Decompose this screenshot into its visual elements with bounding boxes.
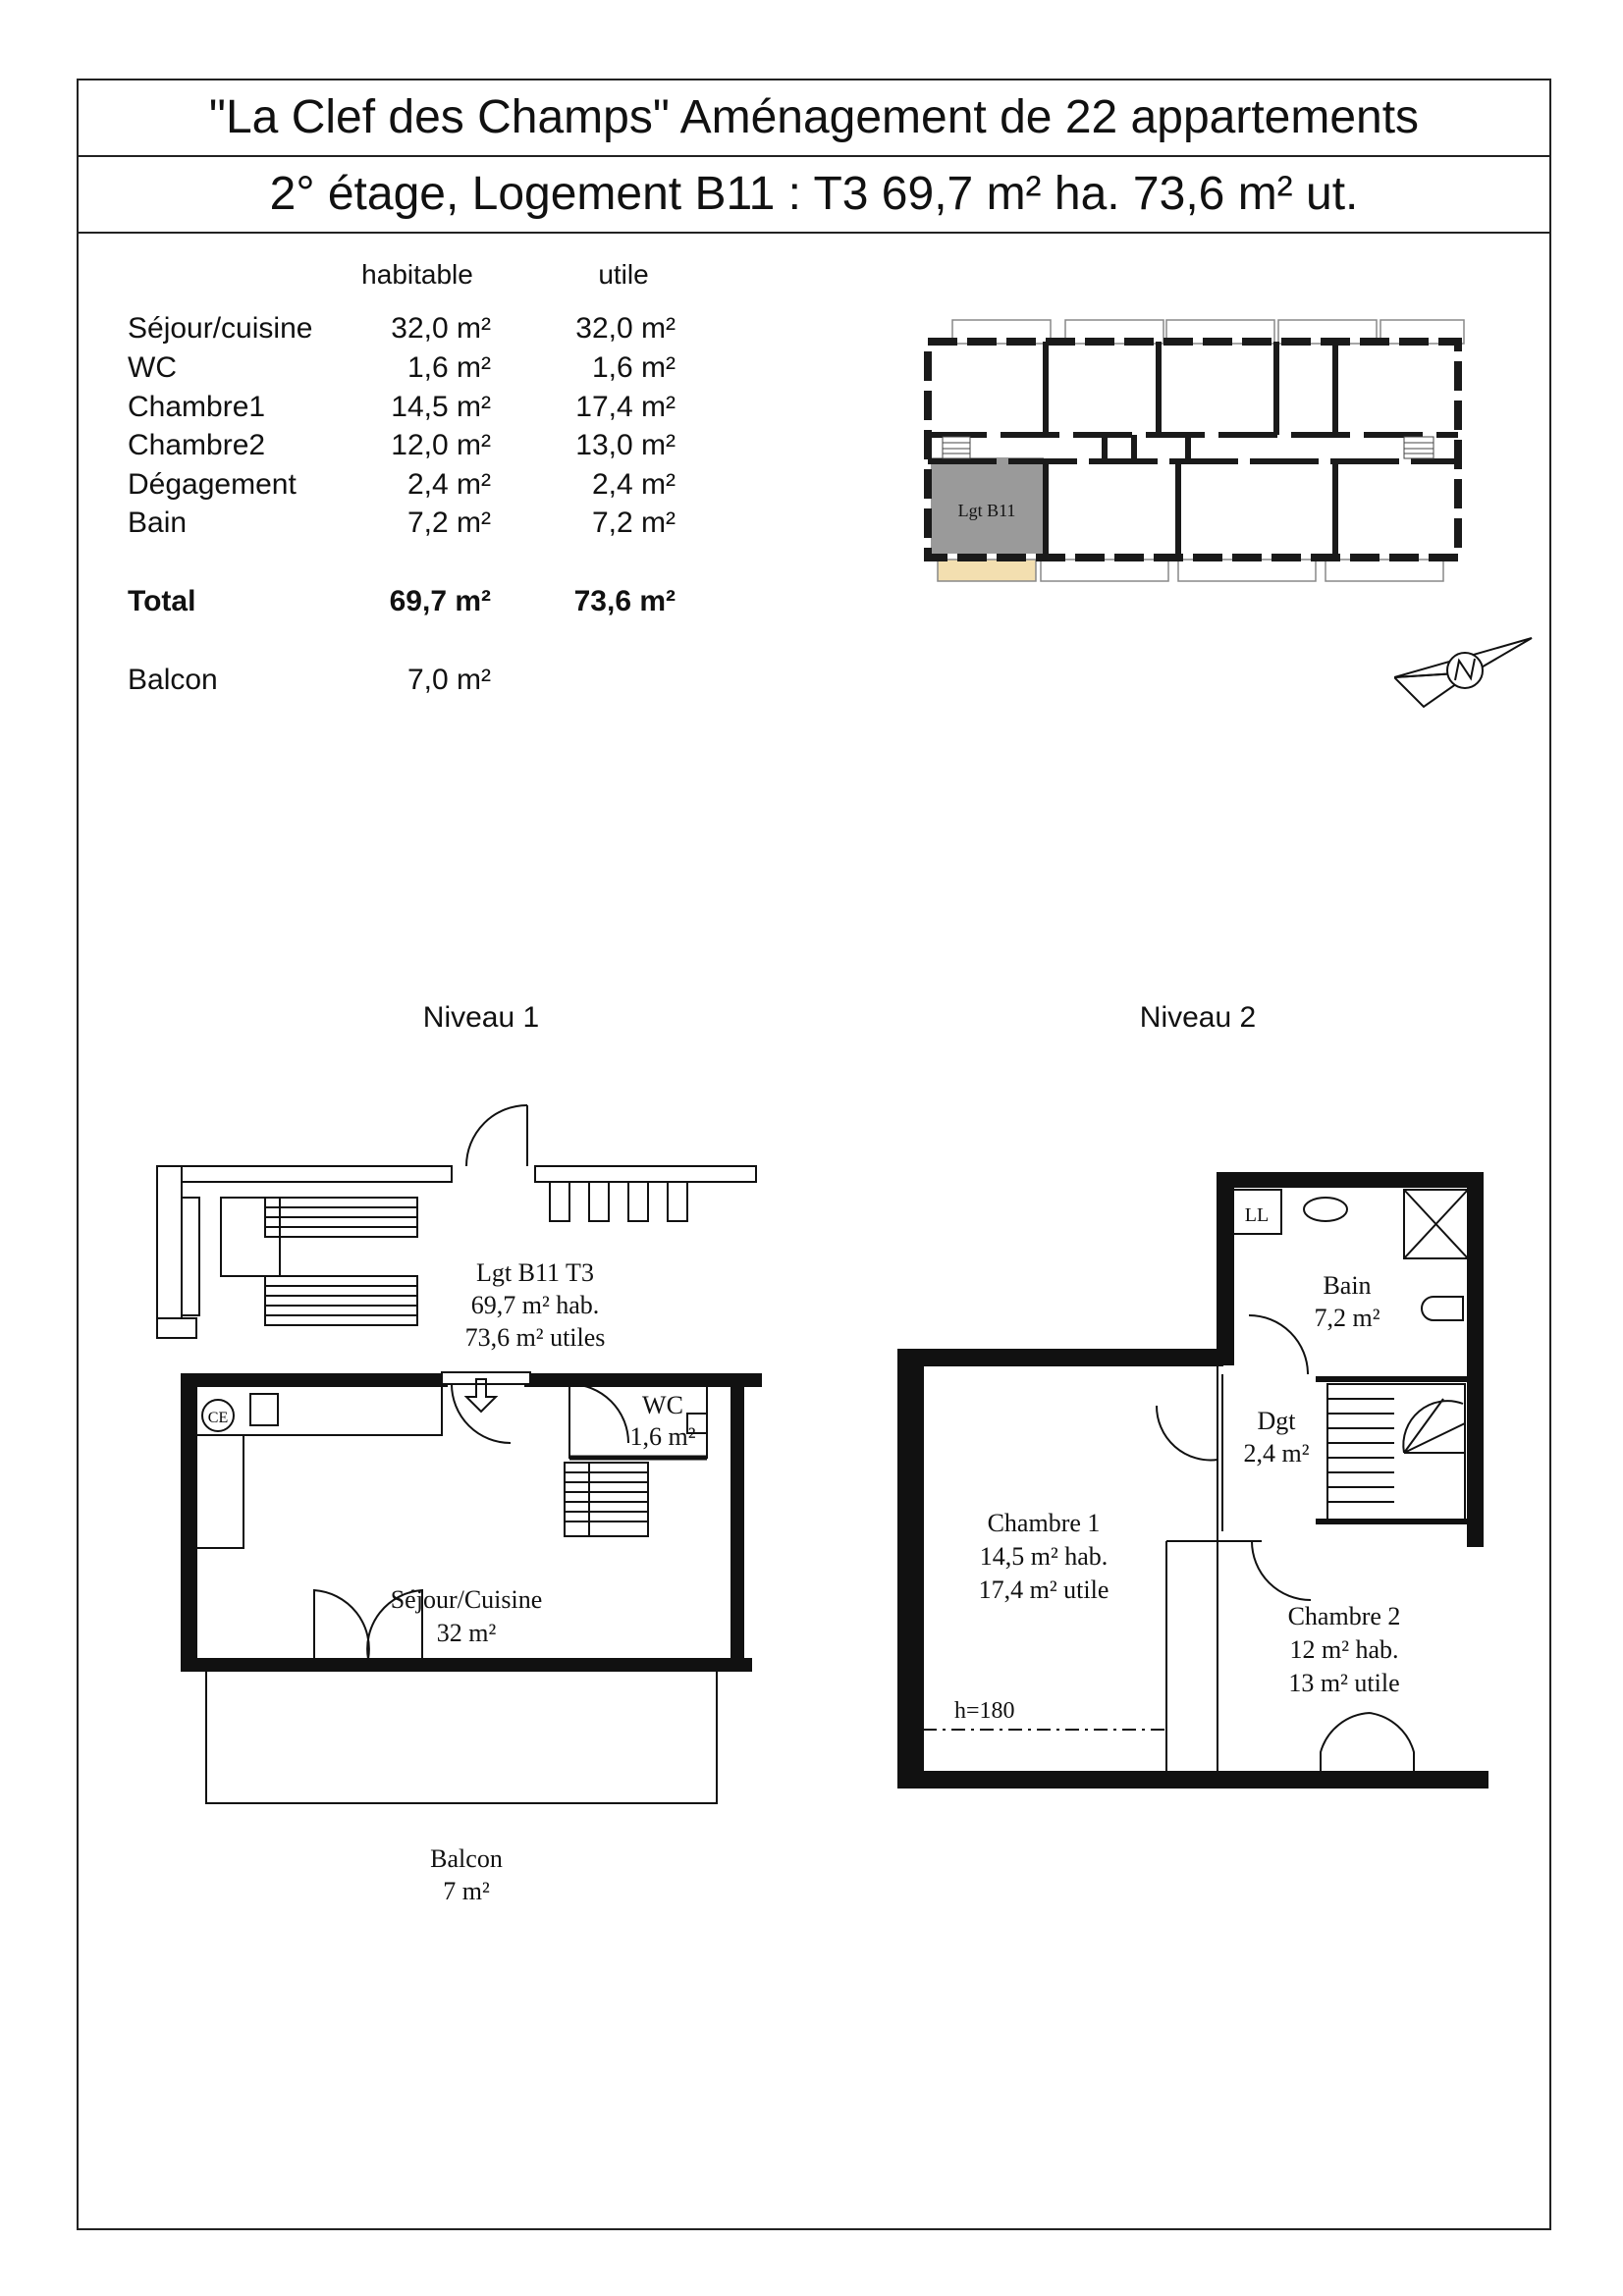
- header-divider: [77, 155, 1551, 157]
- ch2-hab-label: 12 m² hab.: [1289, 1635, 1399, 1664]
- ch1-name-label: Chambre 1: [987, 1509, 1101, 1537]
- floor-plan-level-2: [884, 1148, 1522, 1836]
- row-label: Chambre2: [128, 429, 266, 461]
- sejour-name-label: Séjour/Cuisine: [390, 1585, 543, 1614]
- ch1-hab-label: 14,5 m² hab.: [979, 1542, 1109, 1571]
- balcon-name-label: Balcon: [430, 1844, 503, 1873]
- ch2-name-label: Chambre 2: [1287, 1602, 1401, 1630]
- key-plan-balcony: [938, 560, 1036, 581]
- ch2-utile-label: 13 m² utile: [1288, 1669, 1400, 1697]
- key-plan: [913, 314, 1473, 589]
- row-label: Bain: [128, 507, 188, 539]
- row-habitable: 2,4 m²: [406, 468, 491, 501]
- page-title: "La Clef des Champs" Aménagement de 22 appartements: [208, 91, 1420, 143]
- row-utile: 32,0 m²: [575, 312, 676, 345]
- row-utile: 17,4 m²: [575, 391, 676, 423]
- unit-name-label: Lgt B11 T3: [476, 1258, 594, 1287]
- page-subtitle: 2° étage, Logement B11 : T3 69,7 m² ha. 73,6 m² ut.: [269, 168, 1359, 220]
- sejour-area-label: 32 m²: [436, 1619, 497, 1647]
- row-label: WC: [128, 351, 177, 384]
- balcon-habitable: 7,0 m²: [406, 664, 491, 696]
- row-utile: 13,0 m²: [575, 429, 676, 461]
- ce-symbol: [202, 1400, 234, 1431]
- subheader-divider: [77, 232, 1551, 234]
- row-habitable: 1,6 m²: [406, 351, 491, 384]
- level2-heading: Niveau 2: [1139, 1001, 1257, 1034]
- total-label: Total: [128, 585, 196, 617]
- dgt-area-label: 2,4 m²: [1243, 1439, 1310, 1468]
- row-utile: 1,6 m²: [591, 351, 676, 384]
- row-habitable: 32,0 m²: [391, 312, 491, 345]
- north-arrow-icon: [1394, 633, 1537, 712]
- bain-area-label: 7,2 m²: [1314, 1304, 1380, 1332]
- col-header-habitable: habitable: [361, 259, 473, 290]
- row-utile: 2,4 m²: [591, 468, 676, 501]
- wc-name-label: WC: [642, 1391, 683, 1419]
- row-habitable: 14,5 m²: [391, 391, 491, 423]
- row-label: Chambre1: [128, 391, 266, 423]
- key-plan-unit-label: Lgt B11: [957, 501, 1016, 520]
- row-habitable: 12,0 m²: [391, 429, 491, 461]
- wc-area-label: 1,6 m²: [629, 1422, 696, 1451]
- ll-label: LL: [1244, 1204, 1270, 1226]
- dgt-name-label: Dgt: [1257, 1407, 1296, 1435]
- floor-plan-level-1: [137, 1090, 776, 1953]
- total-utile: 73,6 m²: [573, 585, 676, 617]
- ce-label: CE: [207, 1410, 229, 1426]
- total-habitable: 69,7 m²: [389, 585, 491, 617]
- balcon-area-label: 7 m²: [443, 1877, 490, 1905]
- balcon-label: Balcon: [128, 664, 218, 696]
- ch1-utile-label: 17,4 m² utile: [978, 1575, 1109, 1604]
- col-header-utile: utile: [598, 259, 649, 290]
- unit-utile-label: 73,6 m² utiles: [464, 1323, 606, 1352]
- row-label: Dégagement: [128, 468, 297, 501]
- bain-name-label: Bain: [1323, 1271, 1372, 1300]
- height-note-label: h=180: [954, 1698, 1015, 1724]
- row-label: Séjour/cuisine: [128, 312, 313, 345]
- row-utile: 7,2 m²: [591, 507, 676, 539]
- row-habitable: 7,2 m²: [406, 507, 491, 539]
- unit-hab-label: 69,7 m² hab.: [470, 1291, 600, 1319]
- level1-heading: Niveau 1: [422, 1001, 540, 1034]
